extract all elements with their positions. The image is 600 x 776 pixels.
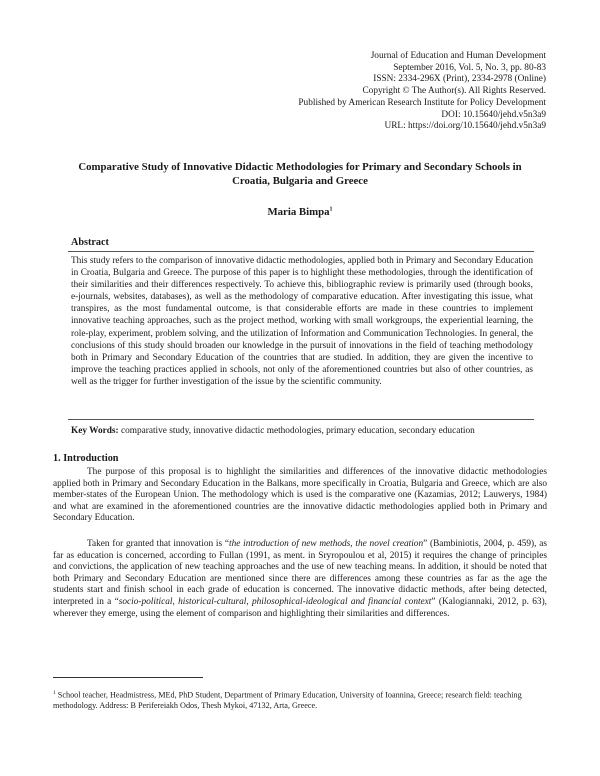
journal-info [298, 51, 546, 133]
footnote-mark: 1 [53, 690, 56, 696]
journal-issn: ISSN: 2334-296X (Print), 2334-2978 (Online) [373, 74, 546, 85]
intro-paragraph-2 [53, 539, 547, 620]
intro-p2-part-a: Taken for granted that innovation is “ [87, 539, 230, 549]
footnote [53, 688, 547, 712]
abstract-text: This study refers to the comparison of innovative didactic methodologies, applied both in Primary and Secondary Education in Croatia, Bulgaria and Greece. The purpose of this paper is to highlight these methodologies, through the identification of their similarities and their differences respectively. To achieve this, bibliographic review is primarily used (through books, e-journals, websites, databases), as well as the methodology of comparative education. After investigating this issue, what transpires, as the most fundamental outcome, is that considerable efforts are made in these countries to implement innovative teaching approaches, such as the project method, working with small workgroups, the experiential learning, the role-play, experiment, problem solving, and the utilization of Information and Communication Technologies. In general, the conclusions of this study should broaden our knowledge in the pursuit of innovations in the field of teaching methodology both in Primary and Secondary Education of the countries that are studied. In addition, they are given the incentive to improve the teaching practices applied in schools, not only of the aforementioned countries but also of other countries, as well as the trigger for further investigation of the issue by the scientific community. [71, 256, 533, 387]
author-name: Maria Bimpa [267, 206, 330, 218]
journal-url: URL: https://doi.org/10.15640/jehd.v5n3a9 [384, 121, 546, 132]
journal-name: Journal of Education and Human Development [370, 51, 546, 61]
journal-publisher: Published by American Research Institute for Policy Development [298, 97, 546, 108]
footnote-rule [53, 677, 203, 678]
journal-doi: DOI: 10.15640/jehd.v5n3a9 [441, 109, 546, 120]
journal-copyright: Copyright © The Author(s). All Rights Reserved. [362, 86, 546, 97]
introduction-heading: 1. Introduction [53, 453, 119, 464]
intro-p2-part-c: ” (Kalogiannaki, 2012, p. 63), wherever they emerge, using the element of comparison and highlighting their similarities and differences. [53, 596, 547, 619]
keywords [71, 426, 541, 436]
intro-paragraph-1: The purpose of this proposal is to highlight the similarities and differences of the innovative didactic methodologies applied both in Primary and Secondary Education in the Balkans, more specifically in Croatia, Bulgaria and Greece, which are also member-states of the European Union. The methodology which is used is the comparative one (Kazamias, 2012; Lauwerys, 1984) and what are examined in the aforementioned countries are the innovative didactic methodologies applied both in Primary and Secondary Education. [53, 467, 547, 524]
abstract-heading: Abstract [71, 237, 109, 248]
footnote-text: School teacher, Headmistress, MEd, PhD Student, Department of Primary Education, University of Ioannina, Greece; research field: teaching methodology. Address: B Perifereiakh Odos, Thesh Mykoi, 47132, Arta, Greece. [53, 690, 522, 711]
intro-p2-part-b: ” (Bambiniotis, 2004, p. 459), as far as education is concerned, according to Fullan (1991, as ment. in Sryropoulou et al, 2015) it requires the change of principles and convictions, the application of new teaching approaches and the use of new teaching means. In addition, it should be noted that both Primary and Secondary Education are mentioned since there are differences among these countries as far as the age the students start and finish school in each grade of education is concerned. The innovative didactic methods, after being detected, interpreted in a “ [53, 539, 548, 607]
author-footnote-mark: 1 [329, 206, 333, 213]
intro-p2-quote-1: the introduction of new methods, the novel creation [229, 539, 424, 549]
journal-issue: September 2016, Vol. 5, No. 3, pp. 80-83 [393, 62, 546, 73]
keywords-text: comparative study, innovative didactic methodologies, primary education, secondary education [120, 426, 475, 436]
author-line [0, 206, 600, 218]
paper-title: Comparative Study of Innovative Didactic Methodologies for Primary and Secondary Schools in Croatia, Bulgaria and Greece [78, 161, 522, 187]
intro-p2-quote-2: socio-political, historical-cultural, philosophical-ideological and financial context [118, 596, 432, 607]
keywords-label: Key Words: [71, 426, 119, 436]
